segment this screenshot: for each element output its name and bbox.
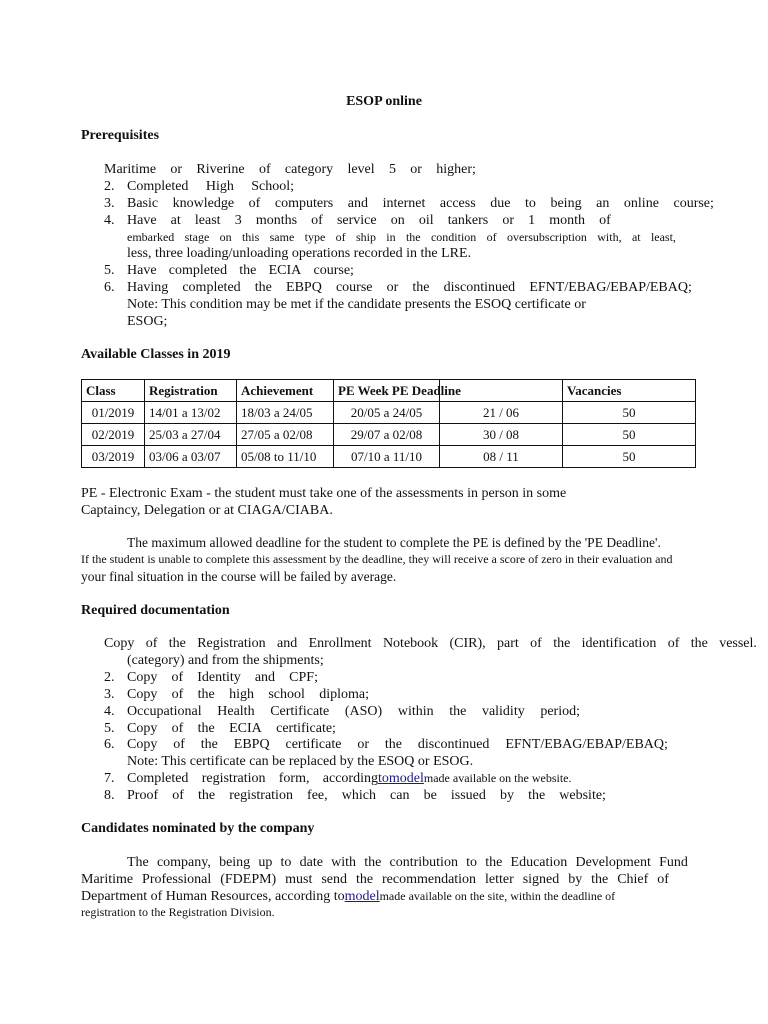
- word: Enrollment: [308, 636, 372, 651]
- word: Riverine: [196, 162, 245, 177]
- prereq-number-6: 6.: [104, 280, 115, 295]
- word: the: [197, 788, 216, 803]
- doc-item-7-rest: made available on the website.: [423, 771, 572, 785]
- word: online: [623, 196, 659, 211]
- word: which: [341, 788, 376, 803]
- word: fee,: [307, 788, 328, 803]
- word: the: [355, 872, 374, 887]
- cell-class: 01/2019: [82, 402, 145, 424]
- prereq-item-3: [127, 196, 714, 212]
- word: at: [170, 213, 181, 228]
- prereq-item-5: [127, 263, 354, 279]
- doc-item-6-line-1: [127, 737, 668, 753]
- word: must: [285, 872, 313, 887]
- word: date: [299, 855, 323, 870]
- word: the: [364, 855, 382, 870]
- word: the: [412, 280, 430, 295]
- word: this: [241, 230, 260, 244]
- doc-item-7-text: [127, 771, 378, 787]
- word: certificate;: [276, 721, 336, 736]
- cell-class: 03/2019: [82, 446, 145, 468]
- word: the: [690, 636, 708, 651]
- word: Maritime: [81, 872, 134, 887]
- company-line-4: registration to the Registration Division.: [81, 905, 275, 919]
- word: category: [284, 162, 334, 177]
- document-title: ESOP online: [346, 94, 422, 109]
- recommendation-model-link[interactable]: model: [344, 889, 380, 904]
- word: Certificate: [270, 704, 330, 719]
- word: school: [268, 687, 305, 702]
- word: of: [599, 213, 611, 228]
- word: certificate: [285, 737, 342, 752]
- word: Professional: [142, 872, 212, 887]
- word: or: [410, 162, 422, 177]
- classes-table: [81, 379, 696, 468]
- word: (FDEPM): [220, 872, 277, 887]
- word: company,: [156, 855, 211, 870]
- col-header-registration: Registration: [145, 380, 237, 402]
- col-header-pe-week-deadline: PE Week PE Deadline: [334, 380, 440, 402]
- cell-pe-week: 29/07 a 02/08: [334, 424, 440, 446]
- doc-item-6-line-2: Note: This certificate can be replaced by the ESOQ or ESOG.: [127, 754, 474, 769]
- cell-pe-deadline: 08 / 11: [440, 446, 563, 468]
- word: according: [322, 771, 378, 786]
- word: 5: [388, 162, 396, 177]
- word: completed: [182, 280, 241, 295]
- word: Have: [127, 263, 157, 278]
- cell-vacancies: 50: [563, 424, 696, 446]
- word: the: [254, 280, 272, 295]
- word: Maritime: [104, 162, 157, 177]
- word: Having: [127, 280, 169, 295]
- word: to: [466, 855, 478, 870]
- cell-vacancies: 50: [563, 446, 696, 468]
- word: the: [405, 230, 421, 244]
- prereq-item-4-line-2: [127, 230, 676, 245]
- word: ECIA: [229, 721, 262, 736]
- documentation-heading: Required documentation: [81, 603, 230, 618]
- doc-number-2: 2.: [104, 670, 115, 685]
- word: on: [219, 230, 232, 244]
- word: EBPQ: [233, 737, 270, 752]
- prereq-item-6-line-2: Note: This condition may be met if the candidate presents the ESOQ certificate or: [127, 297, 586, 312]
- word: the: [553, 636, 571, 651]
- word: Copy: [127, 670, 158, 685]
- word: same: [269, 230, 295, 244]
- company-heading: Candidates nominated by the company: [81, 821, 315, 836]
- cell-registration: 25/03 a 27/04: [145, 424, 237, 446]
- table-row: [82, 402, 696, 424]
- cell-pe-week: 07/10 a 11/10: [334, 446, 440, 468]
- word: Basic: [127, 196, 159, 211]
- word: School;: [251, 179, 294, 194]
- company-line-2: [81, 872, 669, 888]
- doc-number-4: 4.: [104, 704, 115, 719]
- registration-form-model-link[interactable]: model: [388, 771, 424, 786]
- word: of: [530, 636, 542, 651]
- word: the: [384, 737, 402, 752]
- word: Chief: [617, 872, 649, 887]
- prereq-item-6-line-1: [127, 280, 692, 296]
- word: course;: [313, 263, 354, 278]
- word: level: [347, 162, 375, 177]
- word: least,: [650, 230, 676, 244]
- word: period;: [540, 704, 580, 719]
- word: tankers: [447, 213, 489, 228]
- word: computers: [274, 196, 334, 211]
- doc-number-5: 5.: [104, 721, 115, 736]
- word: of: [171, 721, 184, 736]
- doc-number-6: 6.: [104, 737, 115, 752]
- col-header-class: Class: [82, 380, 145, 402]
- word: diploma;: [319, 687, 369, 702]
- word: EFNT/EBAG/EBAP/EBAQ;: [529, 280, 692, 295]
- doc-item-3: [127, 687, 369, 703]
- word: Copy: [127, 721, 158, 736]
- word: internet: [382, 196, 426, 211]
- doc-item-5: [127, 721, 336, 737]
- word: to: [525, 196, 536, 211]
- word: an: [596, 196, 610, 211]
- word: Copy: [127, 737, 158, 752]
- word: on: [390, 213, 405, 228]
- word: vessel.: [719, 636, 757, 651]
- word: 1: [528, 213, 536, 228]
- pe-line-4: If the student is unable to complete this assessment by the deadline, they will receive a score of zero in their evaluation and: [81, 552, 673, 566]
- cell-achievement: 18/03 a 24/05: [237, 402, 334, 424]
- word: Copy: [104, 636, 135, 651]
- doc-item-1-line-2: (category) and from the shipments;: [127, 653, 324, 668]
- word: stage: [184, 230, 210, 244]
- word: ECIA: [268, 263, 302, 278]
- prereq-number-4: 4.: [104, 213, 115, 228]
- prereq-item-4-line-3: less, three loading/unloading operations recorded in the LRE.: [127, 246, 472, 261]
- word: by: [499, 788, 514, 803]
- word: Have: [127, 213, 157, 228]
- word: oversubscription: [506, 230, 587, 244]
- word: letter: [485, 872, 514, 887]
- word: signed: [522, 872, 560, 887]
- company-line-3-rest: made available on the site, within the deadline of: [379, 889, 616, 903]
- word: the: [449, 704, 467, 719]
- word: can: [390, 788, 410, 803]
- word: due: [490, 196, 511, 211]
- doc-item-7-to: to: [378, 771, 389, 786]
- word: with,: [597, 230, 622, 244]
- doc-item-8: [127, 788, 606, 804]
- prerequisites-heading: Prerequisites: [81, 128, 160, 143]
- pe-line-1: PE - Electronic Exam - the student must take one of the assessments in person in some: [81, 486, 567, 501]
- word: access: [439, 196, 476, 211]
- word: month: [549, 213, 586, 228]
- word: of: [171, 670, 184, 685]
- cell-achievement: 05/08 to 11/10: [237, 446, 334, 468]
- word: being: [550, 196, 582, 211]
- word: registration: [201, 771, 266, 786]
- word: of: [657, 872, 669, 887]
- doc-item-2: [127, 670, 318, 686]
- prereq-number-2: 2.: [104, 179, 115, 194]
- word: course;: [673, 196, 714, 211]
- cell-pe-deadline: 30 / 08: [440, 424, 563, 446]
- word: or: [357, 737, 369, 752]
- word: high: [229, 687, 254, 702]
- word: Identity: [197, 670, 241, 685]
- word: of: [335, 230, 346, 244]
- doc-item-4: [127, 704, 580, 720]
- word: The: [127, 855, 149, 870]
- word: the: [591, 872, 609, 887]
- word: higher;: [436, 162, 476, 177]
- word: completed: [168, 263, 228, 278]
- cell-pe-deadline: 21 / 06: [440, 402, 563, 424]
- word: validity: [481, 704, 525, 719]
- company-line-1: [127, 855, 688, 871]
- word: (ASO): [344, 704, 383, 719]
- word: Health: [217, 704, 255, 719]
- cell-pe-week: 20/05 a 24/05: [334, 402, 440, 424]
- word: the: [197, 687, 215, 702]
- classes-heading: Available Classes in 2019: [81, 347, 231, 362]
- word: High: [205, 179, 234, 194]
- word: Education: [510, 855, 568, 870]
- cell-achievement: 27/05 a 02/08: [237, 424, 334, 446]
- company-line-3-pre: Department of Human Resources, according to: [81, 889, 345, 904]
- word: and: [347, 196, 369, 211]
- word: part: [497, 636, 519, 651]
- word: identification: [581, 636, 657, 651]
- cell-class: 02/2019: [82, 424, 145, 446]
- cell-vacancies: 50: [563, 402, 696, 424]
- word: or: [170, 162, 183, 177]
- prereq-item-6-line-3: ESOG;: [127, 314, 168, 329]
- doc-number-8: 8.: [104, 788, 115, 803]
- word: Registration: [197, 636, 266, 651]
- word: Development: [575, 855, 651, 870]
- word: of: [173, 737, 185, 752]
- word: of: [248, 196, 261, 211]
- word: Copy: [127, 687, 158, 702]
- word: contribution: [389, 855, 458, 870]
- prereq-number-3: 3.: [104, 196, 115, 211]
- word: Notebook: [382, 636, 439, 651]
- word: at: [631, 230, 641, 244]
- word: of: [171, 687, 184, 702]
- word: send: [321, 872, 347, 887]
- word: by: [568, 872, 583, 887]
- word: of: [667, 636, 680, 651]
- word: of: [258, 162, 271, 177]
- word: within: [397, 704, 434, 719]
- word: to: [280, 855, 292, 870]
- word: form,: [278, 771, 310, 786]
- word: being: [219, 855, 251, 870]
- word: (CIR),: [449, 636, 486, 651]
- word: service: [336, 213, 377, 228]
- company-line-3: [81, 889, 615, 905]
- word: Proof: [127, 788, 159, 803]
- word: months: [255, 213, 298, 228]
- prereq-item-2: [127, 179, 294, 195]
- prereq-item-1: [104, 162, 476, 178]
- pe-line-3: The maximum allowed deadline for the student to complete the PE is defined by the 'PE Deadline'.: [127, 535, 661, 550]
- word: EFNT/EBAG/EBAP/EBAQ;: [505, 737, 668, 752]
- word: of: [311, 213, 323, 228]
- word: the: [197, 721, 215, 736]
- doc-item-7: [127, 771, 572, 787]
- word: and: [254, 670, 276, 685]
- pe-line-2: Captaincy, Delegation or at CIAGA/CIABA.: [81, 503, 333, 518]
- word: type: [304, 230, 326, 244]
- cell-registration: 14/01 a 13/02: [145, 402, 237, 424]
- word: registration: [229, 788, 293, 803]
- word: knowledge: [172, 196, 235, 211]
- word: and: [277, 636, 298, 651]
- word: the: [200, 737, 218, 752]
- word: the: [485, 855, 503, 870]
- word: Completed: [127, 179, 189, 194]
- word: discontinued: [443, 280, 516, 295]
- word: up: [258, 855, 273, 870]
- table-row: [82, 446, 696, 468]
- word: with: [331, 855, 357, 870]
- table-header-row: [82, 380, 696, 402]
- word: of: [145, 636, 158, 651]
- word: of: [172, 788, 184, 803]
- cell-registration: 03/06 a 03/07: [145, 446, 237, 468]
- word: discontinued: [417, 737, 490, 752]
- prereq-number-5: 5.: [104, 263, 115, 278]
- word: or: [502, 213, 515, 228]
- word: be: [423, 788, 437, 803]
- word: Fund: [659, 855, 688, 870]
- word: course: [335, 280, 373, 295]
- table-row: [82, 424, 696, 446]
- doc-number-7: 7.: [104, 771, 115, 786]
- col-header-achievement: Achievement: [237, 380, 334, 402]
- word: CPF;: [289, 670, 318, 685]
- pe-line-5: your final situation in the course will be failed by average.: [81, 569, 397, 584]
- word: Occupational: [127, 704, 202, 719]
- doc-item-1-line-1: [104, 636, 757, 652]
- word: the: [168, 636, 186, 651]
- word: embarked: [127, 230, 175, 244]
- prereq-item-4-line-1: [127, 213, 611, 229]
- word: recommendation: [381, 872, 477, 887]
- word: the: [528, 788, 546, 803]
- word: website;: [559, 788, 606, 803]
- word: in: [386, 230, 396, 244]
- word: ship: [355, 230, 376, 244]
- word: issued: [450, 788, 486, 803]
- word: oil: [418, 213, 434, 228]
- word: least: [194, 213, 221, 228]
- word: EBPQ: [286, 280, 322, 295]
- word: Completed: [127, 771, 189, 786]
- word: 3: [234, 213, 242, 228]
- word: or: [386, 280, 399, 295]
- word: condition: [430, 230, 477, 244]
- col-header-vacancies: Vacancies: [563, 380, 696, 402]
- doc-number-3: 3.: [104, 687, 115, 702]
- word: of: [486, 230, 497, 244]
- word: the: [239, 263, 257, 278]
